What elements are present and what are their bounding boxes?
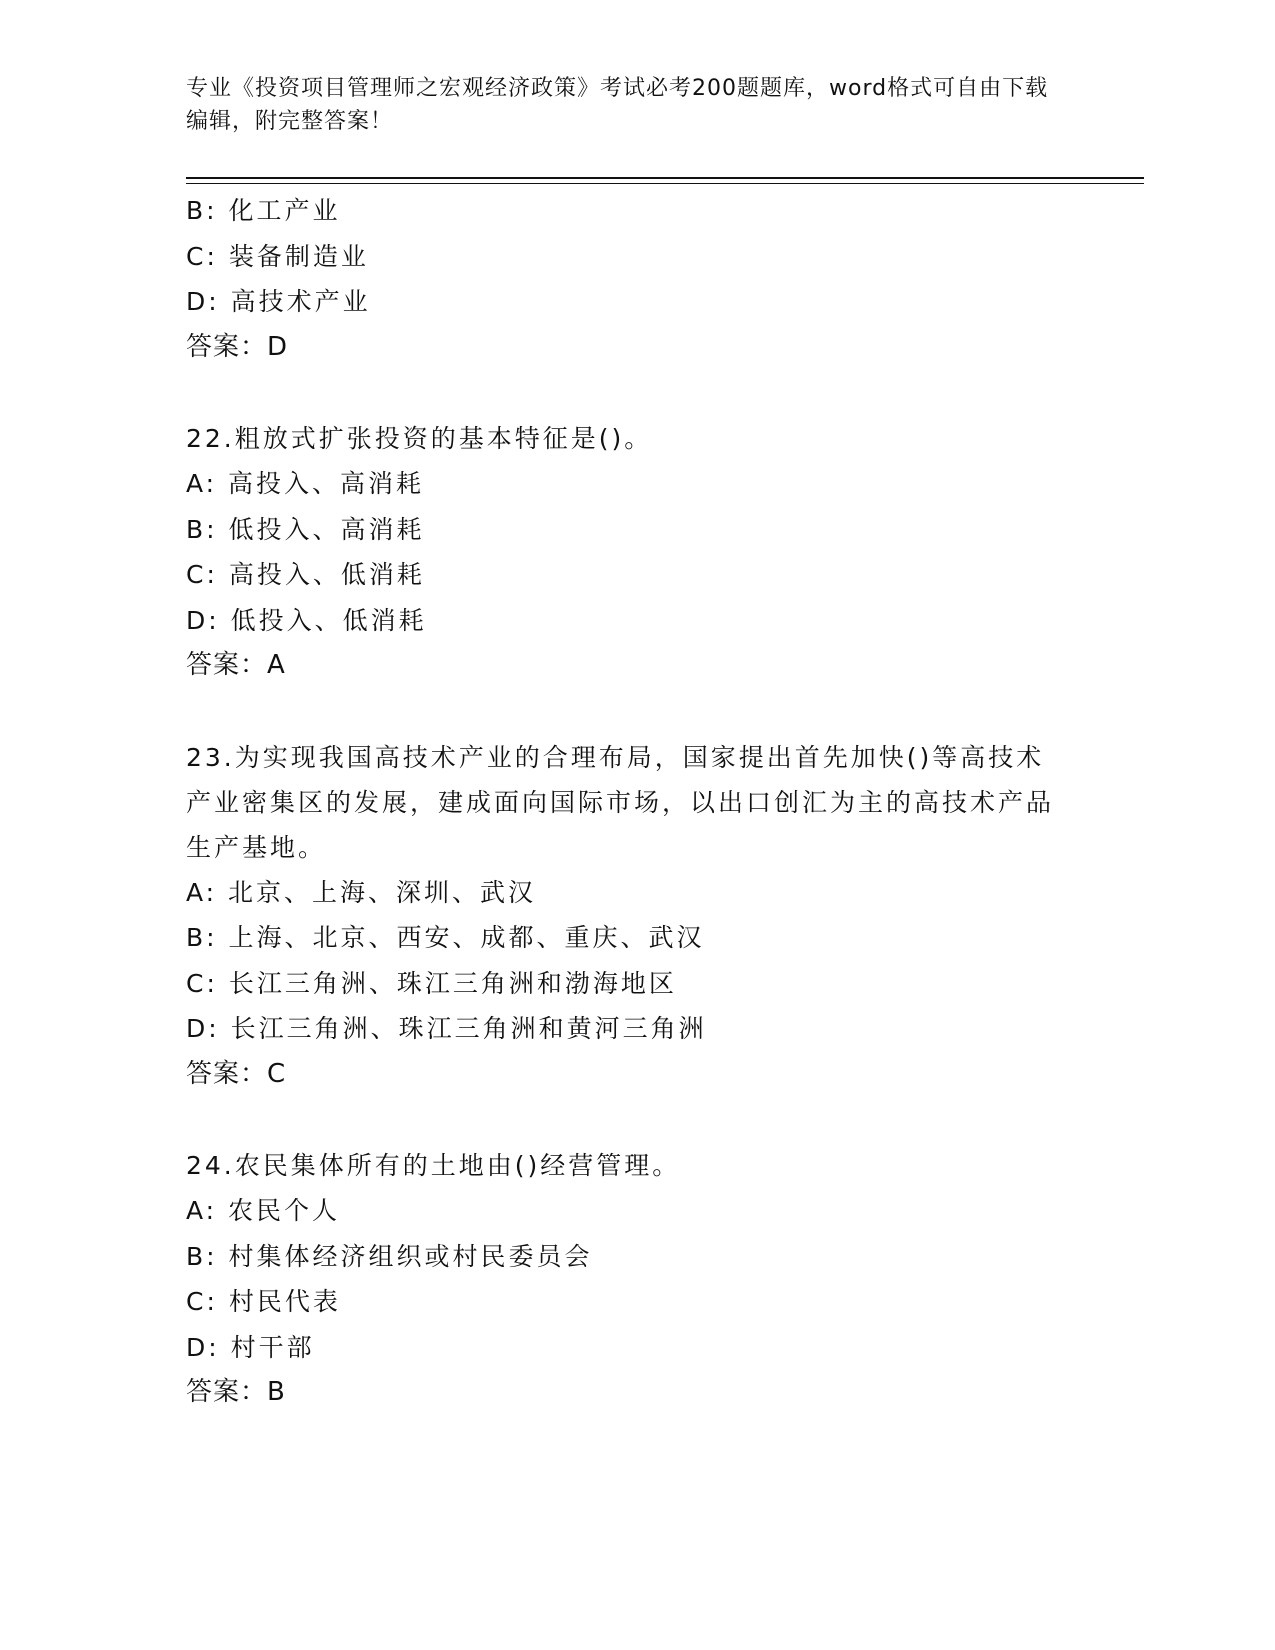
option-c: C: 村民代表: [186, 1287, 341, 1316]
question-21-partial: [186, 188, 1086, 370]
option-a: A: 北京、上海、深圳、武汉: [186, 877, 537, 907]
option-b: B: 低投入、高消耗: [186, 514, 425, 544]
spacer: [186, 370, 1086, 416]
question-text: 22.粗放式扩张投资的基本特征是()。: [186, 424, 653, 453]
option-d: D: 长江三角洲、珠江三角洲和黄河三角洲: [186, 1014, 707, 1043]
option-d: D: 高技术产业: [186, 287, 371, 316]
question-22: [186, 416, 1086, 689]
option-d: D: 低投入、低消耗: [186, 605, 427, 635]
option-c: C: 高投入、低消耗: [186, 560, 425, 589]
question-list: [186, 188, 1086, 1416]
question-text: 23.为实现我国高技术产业的合理布局，国家提出首先加快()等高技术产业密集区的发展，建成面向国际市场，以出口创汇为主的高技术产品生产基地。: [186, 742, 1055, 862]
header-divider-thin: [186, 183, 1144, 184]
option-c: C: 装备制造业: [186, 241, 369, 271]
question-24: [186, 1143, 1086, 1416]
answer-line: 答案：B: [186, 1377, 286, 1407]
option-a: A: 农民个人: [186, 1196, 341, 1225]
option-b: B: 上海、北京、西安、成都、重庆、武汉: [186, 923, 705, 952]
header-divider: [186, 177, 1144, 179]
page-header: 专业《投资项目管理师之宏观经济政策》考试必考200题题库，word格式可自由下载编辑，附完整答案！: [186, 76, 1049, 134]
answer-line: 答案：A: [186, 650, 286, 680]
option-b: B: 村集体经济组织或村民委员会: [186, 1241, 593, 1271]
spacer: [186, 1097, 1086, 1143]
option-b: B: 化工产业: [186, 196, 341, 225]
answer-line: 答案：D: [186, 331, 289, 362]
option-d: D: 村干部: [186, 1332, 315, 1362]
spacer: [186, 689, 1086, 735]
question-text: 24.农民集体所有的土地由()经营管理。: [186, 1151, 681, 1180]
option-a: A: 高投入、高消耗: [186, 469, 425, 498]
answer-line: 答案：C: [186, 1058, 287, 1089]
question-23: [186, 735, 1086, 1098]
option-c: C: 长江三角洲、珠江三角洲和渤海地区: [186, 968, 677, 998]
